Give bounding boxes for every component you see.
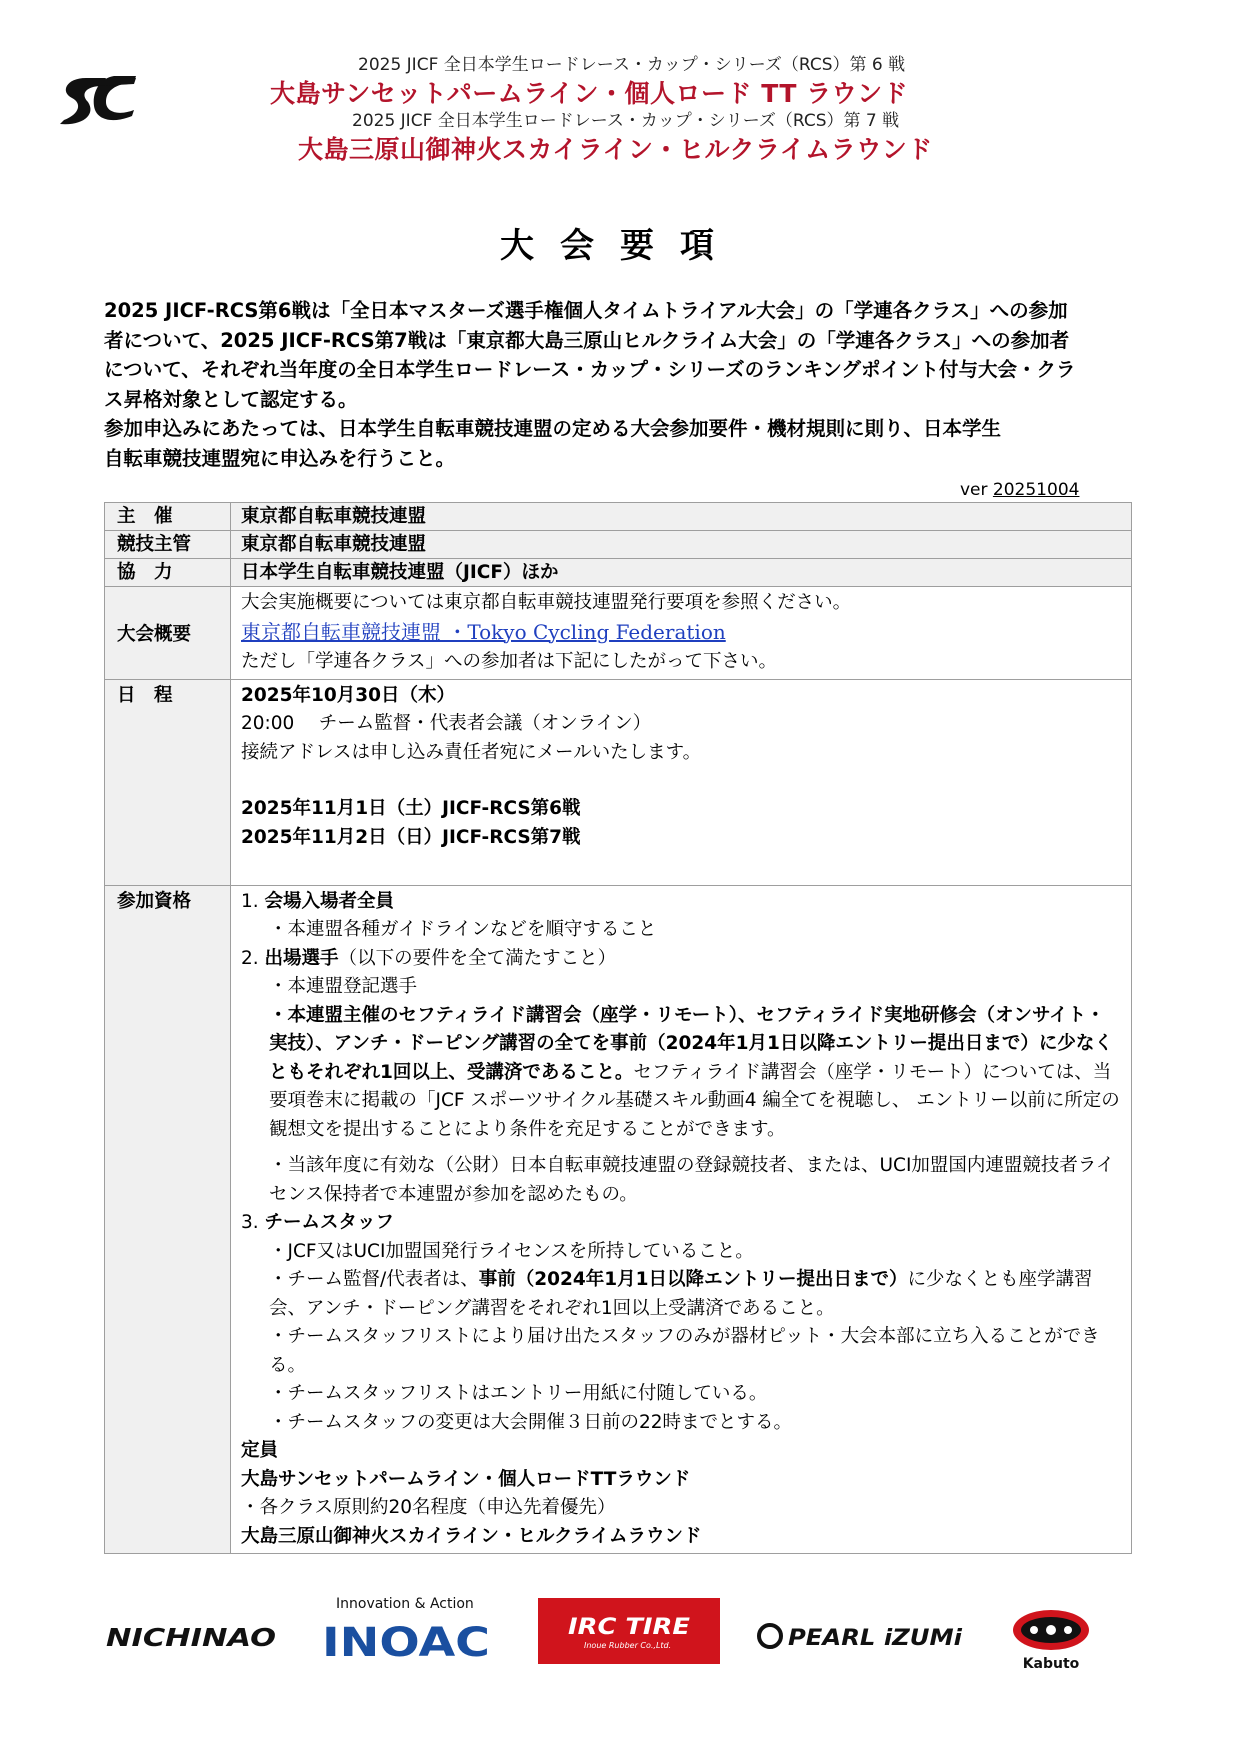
table-row: [105, 587, 1132, 680]
staff-training-pre: ・チーム監督/代表者は、: [269, 1269, 479, 1290]
intro-line: 2025 JICF-RCS第6戦は「全日本マスターズ選手権個人タイムトライアル大会」の「学連各クラス」への参加: [104, 299, 1068, 322]
capacity-note: ・各クラス原則約20名程度（申込先着優先）: [241, 1497, 616, 1518]
row-label-eligibility: 参加資格: [105, 885, 231, 1554]
sponsor-nichinao-text: NICHINAO: [106, 1623, 276, 1652]
staff-training-post: に少なくとも座学講習会、アンチ・ドーピング講習をそれぞれ1回以上受講済であること。: [269, 1269, 1093, 1319]
list-item-safety-training: [241, 1002, 1123, 1145]
list-item: ・チームスタッフリストにより届け出たスタッフのみが器材ピット・大会本部に立ち入ることができる。: [269, 1326, 1100, 1376]
intro-line: 自転車競技連盟宛に申込みを行うこと。: [104, 446, 456, 470]
sponsor-irc-text: IRC TIRE: [568, 1615, 690, 1640]
section-title-staff: チームスタッフ: [264, 1212, 395, 1233]
sponsor-kabuto-text: Kabuto: [1022, 1656, 1080, 1672]
table-row: [105, 531, 1132, 559]
header-round-6-title: 大島サンセットパームライン・個人ロード TT ラウンド: [270, 79, 909, 108]
intro-paragraph: [104, 296, 1144, 473]
capacity-tt-round: 大島サンセットパームライン・個人ロードTTラウンド: [241, 1468, 691, 1490]
row-value-organizer: 東京都自転車競技連盟: [231, 503, 1132, 531]
section-title-attendees: 会場入場者全員: [264, 890, 395, 912]
row-value-cooperation: 日本学生自転車競技連盟（JICF）ほか: [231, 559, 1132, 587]
section-number: 3.: [241, 1212, 259, 1233]
list-item: ・当該年度に有効な（公財）日本自転車競技連盟の登録競技者、または、UCI加盟国内連盟競技者ライセンス保持者で本連盟が参加を認めたもの。: [269, 1155, 1115, 1205]
section-number: 1.: [241, 890, 259, 912]
section-title-riders: 出場選手: [264, 947, 339, 969]
row-label-management: 競技主管: [105, 531, 231, 559]
event-details-table: [104, 502, 1132, 1554]
header-round-7-title: 大島三原山御神火スカイライン・ヒルクライムラウンド: [298, 135, 933, 164]
overview-note: ただし「学連各クラス」への参加者は下記にしたがって下さい。: [241, 651, 777, 672]
row-value-eligibility: [231, 885, 1132, 1554]
row-label-schedule: 日 程: [105, 679, 231, 885]
schedule-meeting-time: 20:00 チーム監督・代表者会議（オンライン）: [241, 713, 652, 734]
schedule-date-meeting: 2025年10月30日（木）: [241, 684, 455, 706]
sponsor-logo-nichinao: [104, 1616, 280, 1656]
section-title-note: （以下の要件を全て満たすこと）: [338, 947, 617, 969]
schedule-date-round7: 2025年11月2日（日）JICF-RCS第7戦: [241, 826, 581, 848]
schedule-date-round6: 2025年11月1日（土）JICF-RCS第6戦: [241, 798, 581, 819]
intro-line: 参加申込みにあたっては、日本学生自転車競技連盟の定める大会参加要件・機材規則に則り、日本学生: [104, 417, 1002, 440]
row-label-organizer: 主 催: [105, 503, 231, 531]
row-value-schedule: [231, 679, 1132, 885]
sponsor-logo-irc: [538, 1598, 720, 1664]
version-prefix: ver: [960, 480, 988, 500]
intro-line: ス昇格対象として認定する。: [104, 387, 358, 411]
header-series-line-6: 2025 JICF 全日本学生ロードレース・カップ・シリーズ（RCS）第 6 戦: [358, 55, 906, 75]
version-label: [960, 480, 1079, 500]
section-number: 2.: [241, 947, 259, 969]
safety-training-requirement: ・本連盟主催のセフティライド講習会（座学・リモート）、セフティライド実地研修会（オンサイト・実技）、アンチ・ドーピング講習の全てを事前（2024年1月1日以降エントリー提出日まで）に少なくともそれぞれ1回以上、受講済であること。: [269, 1004, 1113, 1083]
list-item: ・本連盟登記選手: [269, 976, 418, 997]
tokyo-federation-link[interactable]: 東京都自転車競技連盟 ・Tokyo Cycling Federation: [241, 619, 726, 644]
schedule-meeting-note: 接続アドレスは申し込み責任者宛にメールいたします。: [241, 741, 702, 763]
organizer-logo: [56, 70, 138, 128]
list-item: ・JCF又はUCI加盟国発行ライセンスを所持していること。: [269, 1240, 754, 1262]
page-title: 大会要項: [500, 226, 740, 266]
overview-line: 大会実施概要については東京都自転車競技連盟発行要項を参照ください。: [241, 592, 852, 613]
row-value-overview: [231, 587, 1132, 680]
table-row: [105, 503, 1132, 531]
row-value-management: 東京都自転車競技連盟: [231, 531, 1132, 559]
table-row: [105, 559, 1132, 587]
sponsor-logo-kabuto: [1010, 1608, 1092, 1672]
header-series-line-7: 2025 JICF 全日本学生ロードレース・カップ・シリーズ（RCS）第 7 戦: [352, 111, 900, 131]
staff-training-period: 事前（2024年1月1日以降エントリー提出日まで）: [478, 1269, 908, 1290]
intro-line: について、それぞれ当年度の全日本学生ロードレース・カップ・シリーズのランキングポイント付与大会・クラ: [104, 358, 1076, 381]
table-row: [105, 679, 1132, 885]
sponsor-irc-subtext: Inoue Rubber Co.,Ltd.: [584, 1641, 672, 1650]
sponsor-inoac-tagline: Innovation & Action: [336, 1596, 474, 1612]
row-label-cooperation: 協 力: [105, 559, 231, 587]
capacity-hc-round: 大島三原山御神火スカイライン・ヒルクライムラウンド: [241, 1525, 702, 1547]
version-number: 20251004: [992, 480, 1080, 500]
table-row: [105, 885, 1132, 1554]
list-item: ・チームスタッフリストはエントリー用紙に付随している。: [269, 1383, 768, 1404]
sponsor-inoac-text: INOAC: [322, 1620, 490, 1660]
list-item: ・チームスタッフの変更は大会開催３日前の22時までとする。: [269, 1411, 793, 1433]
intro-line: 者について、2025 JICF-RCS第7戦は「東京都大島三原山ヒルクライム大会」の「学連各クラス」への参加者: [104, 328, 1070, 352]
sponsor-pearl-text: PEARL iZUMi: [788, 1626, 963, 1651]
list-item-staff-training: [241, 1266, 1123, 1323]
sponsor-logo-inoac: [320, 1620, 492, 1660]
list-item: ・本連盟各種ガイドラインなどを順守すること: [269, 919, 657, 940]
safety-training-note: セフティライド講習会（座学・リモート）については、当要項巻末に掲載の「JCF スポーツサイクル基礎スキル動画4 編全てを視聴し、 エントリー以前に所定の観想文を提出することにより条件を充足することができます。: [269, 1061, 1120, 1140]
capacity-title: 定員: [241, 1440, 279, 1461]
sponsor-logo-pearl-izumi: [756, 1616, 966, 1656]
row-label-overview: 大会概要: [105, 587, 231, 680]
